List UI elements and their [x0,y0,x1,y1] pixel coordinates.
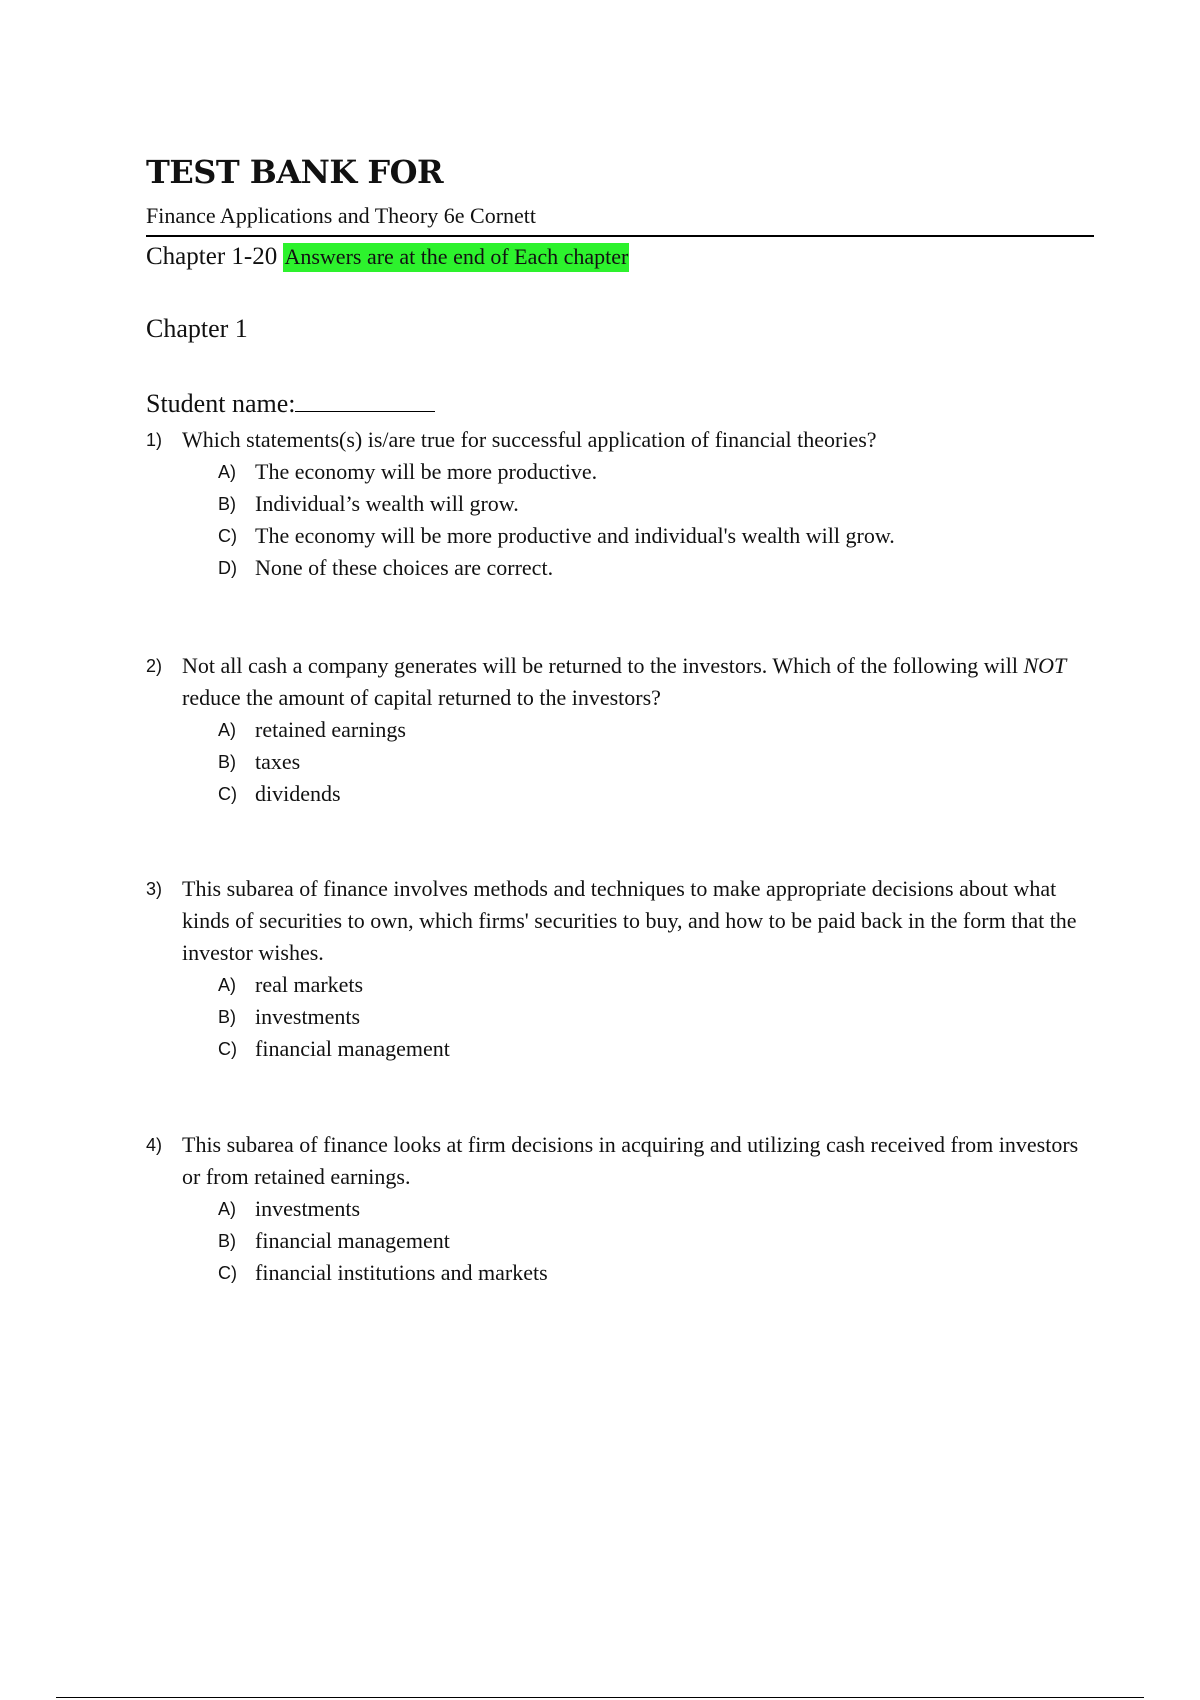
question-text-emphasis: NOT [1023,653,1067,678]
option-text: financial institutions and markets [255,1260,548,1285]
answer-option [146,1033,1096,1065]
question-number: 4) [146,1135,163,1155]
answer-option [146,456,1096,488]
option-text: real markets [255,972,364,997]
option-letter: B) [218,752,236,772]
question-text-part: reduce the amount of capital returned to the investors? [182,685,661,710]
question-number: 3) [146,879,163,899]
option-letter: A) [218,1199,236,1219]
answer-option [146,1193,1096,1225]
option-letter: C) [218,1263,237,1283]
question-text [182,650,1096,714]
question-text [182,1129,1096,1193]
answer-options [146,456,1096,584]
option-letter: C) [218,784,237,804]
question-number: 1) [146,430,163,450]
chapter-range: Chapter 1-20 [146,243,278,270]
answers-note-highlight: Answers are at the end of Each chapter [283,243,629,272]
footer-divider [56,1697,1144,1698]
answer-options [146,714,1096,810]
answer-option [146,1225,1096,1257]
option-letter: B) [218,1007,236,1027]
option-letter: A) [218,462,236,482]
header-divider [146,235,1094,237]
document-title: TEST BANK FOR [146,153,444,191]
option-letter: C) [218,526,237,546]
book-subtitle: Finance Applications and Theory 6e Cornett [146,203,537,228]
option-text: Individual’s wealth will grow. [255,491,519,516]
answer-option [146,1257,1096,1289]
option-letter: C) [218,1039,237,1059]
question-text [182,873,1096,969]
option-text: financial management [255,1228,450,1253]
answer-options [146,1193,1096,1289]
answer-option [146,746,1096,778]
answer-option [146,1001,1096,1033]
answer-option [146,520,1096,552]
student-name-line [146,387,435,421]
option-text: taxes [255,749,301,774]
chapter-range-line [146,240,629,274]
option-text: investments [255,1196,361,1221]
option-text: financial management [255,1036,450,1061]
question-4 [146,1129,1096,1289]
option-letter: B) [218,494,236,514]
question-text [182,424,1096,456]
answer-option [146,969,1096,1001]
chapter-heading: Chapter 1 [146,314,248,343]
question-text-part: This subarea of finance looks at firm decisions in acquiring and utilizing cash received from investors or from retained earnings. [182,1132,1079,1189]
answer-option [146,714,1096,746]
option-text: retained earnings [255,717,406,742]
question-text-part: Not all cash a company generates will be returned to the investors. Which of the following will [182,653,1024,678]
answer-option [146,552,1096,584]
question-3 [146,873,1096,1065]
question-1 [146,424,1096,584]
option-text: investments [255,1004,361,1029]
student-name-blank [295,389,435,412]
answer-option [146,488,1096,520]
option-text: dividends [255,781,341,806]
option-letter: A) [218,975,236,995]
question-number: 2) [146,656,163,676]
option-letter: D) [218,558,237,578]
option-text: The economy will be more productive. [255,459,598,484]
option-text: None of these choices are correct. [255,555,554,580]
question-text-part: Which statements(s) is/are true for successful application of financial theories? [182,427,877,452]
answer-options [146,969,1096,1065]
question-2 [146,650,1096,810]
answer-option [146,778,1096,810]
option-text: The economy will be more productive and individual's wealth will grow. [255,523,895,548]
student-name-label: Student name: [146,389,296,418]
option-letter: B) [218,1231,236,1251]
option-letter: A) [218,720,236,740]
question-text-part: This subarea of finance involves methods and techniques to make appropriate decisions about what kinds of securities to own, which firms' securities to buy, and how to be paid back in the form that the investor wishes. [182,876,1077,965]
